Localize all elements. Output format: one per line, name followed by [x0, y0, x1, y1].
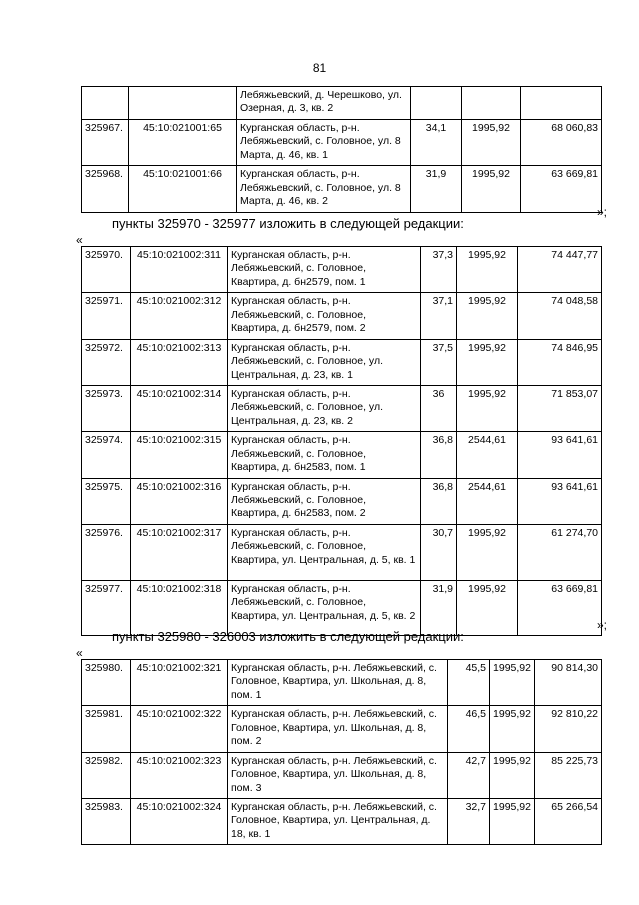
price: 2544,61 [457, 432, 518, 478]
table-row [82, 293, 602, 339]
table-row [82, 798, 602, 844]
table-row [82, 87, 602, 120]
total: 74 048,58 [518, 293, 602, 339]
total: 74 846,95 [518, 339, 602, 385]
table-row [82, 706, 602, 752]
address: Курганская область, р-н. Лебяжьевский, с. Головное, Квартира, д. бн2583, пом. 1 [228, 432, 421, 478]
area: 36,8 [421, 478, 457, 524]
address: Курганская область, р-н. Лебяжьевский, с. Головное, Квартира, ул. Центральная, д. 18, кв. 1 [228, 798, 448, 844]
table-row [82, 339, 602, 385]
cadastral-number: 45:10:021002:323 [131, 752, 228, 798]
address: Курганская область, р-н. Лебяжьевский, с. Головное, ул. Центральная, д. 23, кв. 1 [228, 339, 421, 385]
table-row [82, 432, 602, 478]
table-row [82, 524, 602, 580]
area: 36 [421, 385, 457, 431]
address: Курганская область, р-н. Лебяжьевский, с. Головное, ул. Центральная, д. 23, кв. 2 [228, 385, 421, 431]
area: 32,7 [448, 798, 490, 844]
address: Курганская область, р-н. Лебяжьевский, с. Головное, Квартира, ул. Центральная, д. 5, кв. 1 [228, 524, 421, 580]
address: Курганская область, р-н. Лебяжьевский, с. Головное, Квартира, д. бн2583, пом. 2 [228, 478, 421, 524]
total: 61 274,70 [518, 524, 602, 580]
area: 37,3 [421, 247, 457, 293]
row-number: 325968. [82, 166, 129, 212]
cadastral-number: 45:10:021001:65 [129, 119, 237, 165]
cadastral-number: 45:10:021002:311 [131, 247, 228, 293]
price: 1995,92 [490, 660, 535, 706]
table-row [82, 752, 602, 798]
address: Курганская область, р-н. Лебяжьевский, с. Головное, Квартира, ул. Школьная, д. 8, пом. 1 [228, 660, 448, 706]
cadastral-number: 45:10:021002:322 [131, 706, 228, 752]
property-table-1 [81, 86, 602, 213]
cadastral-number: 45:10:021002:315 [131, 432, 228, 478]
total: 68 060,83 [521, 119, 602, 165]
table-row [82, 385, 602, 431]
price: 1995,92 [457, 293, 518, 339]
total: 71 853,07 [518, 385, 602, 431]
total: 63 669,81 [518, 580, 602, 635]
price: 1995,92 [490, 752, 535, 798]
area: 31,9 [421, 580, 457, 635]
table-row [82, 247, 602, 293]
price: 1995,92 [462, 119, 521, 165]
amendment-paragraph: пункты 325980 - 326003 изложить в следующей редакции: [112, 629, 464, 644]
row-number: 325981. [82, 706, 131, 752]
row-number: 325970. [82, 247, 131, 293]
cadastral-number: 45:10:021002:318 [131, 580, 228, 635]
address: Курганская область, р-н. Лебяжьевский, с. Головное, Квартира, ул. Центральная, д. 5, кв. 2 [228, 580, 421, 635]
row-number: 325967. [82, 119, 129, 165]
cadastral-number: 45:10:021002:324 [131, 798, 228, 844]
property-table-2 [81, 246, 602, 636]
area: 36,8 [421, 432, 457, 478]
cadastral-number: 45:10:021002:321 [131, 660, 228, 706]
price: 1995,92 [457, 385, 518, 431]
row-number: 325972. [82, 339, 131, 385]
total: 90 814,30 [535, 660, 602, 706]
total: 65 266,54 [535, 798, 602, 844]
address: Курганская область, р-н. Лебяжьевский, с. Головное, ул. 8 Марта, д. 46, кв. 2 [237, 166, 411, 212]
cadastral-number: 45:10:021002:312 [131, 293, 228, 339]
row-number: 325976. [82, 524, 131, 580]
row-number [82, 87, 129, 120]
table-row [82, 119, 602, 165]
price: 2544,61 [457, 478, 518, 524]
cadastral-number: 45:10:021002:313 [131, 339, 228, 385]
area: 45,5 [448, 660, 490, 706]
area: 34,1 [411, 119, 462, 165]
price: 1995,92 [457, 339, 518, 385]
area: 37,5 [421, 339, 457, 385]
table-row [82, 660, 602, 706]
total: 93 641,61 [518, 432, 602, 478]
table-row [82, 580, 602, 635]
price: 1995,92 [457, 524, 518, 580]
address: Курганская область, р-н. Лебяжьевский, с. Головное, ул. 8 Марта, д. 46, кв. 1 [237, 119, 411, 165]
opening-quote: « [76, 646, 83, 660]
total: 93 641,61 [518, 478, 602, 524]
price: 1995,92 [462, 166, 521, 212]
address: Курганская область, р-н. Лебяжьевский, с. Головное, Квартира, ул. Школьная, д. 8, пом. 2 [228, 706, 448, 752]
cadastral-number: 45:10:021002:314 [131, 385, 228, 431]
amendment-paragraph: пункты 325970 - 325977 изложить в следующей редакции: [112, 216, 464, 231]
cadastral-number: 45:10:021002:317 [131, 524, 228, 580]
table-row [82, 478, 602, 524]
address: Курганская область, р-н. Лебяжьевский, с. Головное, Квартира, д. бн2579, пом. 2 [228, 293, 421, 339]
total: 85 225,73 [535, 752, 602, 798]
row-number: 325980. [82, 660, 131, 706]
opening-quote: « [76, 233, 83, 247]
row-number: 325973. [82, 385, 131, 431]
total: 63 669,81 [521, 166, 602, 212]
row-number: 325982. [82, 752, 131, 798]
total: 74 447,77 [518, 247, 602, 293]
price: 1995,92 [457, 580, 518, 635]
area [411, 87, 462, 120]
address: Курганская область, р-н. Лебяжьевский, с. Головное, Квартира, д. бн2579, пом. 1 [228, 247, 421, 293]
table-row [82, 166, 602, 212]
total [521, 87, 602, 120]
area: 31,9 [411, 166, 462, 212]
price: 1995,92 [490, 706, 535, 752]
area: 30,7 [421, 524, 457, 580]
row-number: 325983. [82, 798, 131, 844]
row-number: 325977. [82, 580, 131, 635]
property-table-3 [81, 659, 602, 845]
price: 1995,92 [490, 798, 535, 844]
cadastral-number [129, 87, 237, 120]
row-number: 325971. [82, 293, 131, 339]
row-number: 325975. [82, 478, 131, 524]
total: 92 810,22 [535, 706, 602, 752]
page-number: 81 [312, 61, 327, 75]
cadastral-number: 45:10:021001:66 [129, 166, 237, 212]
price: 1995,92 [457, 247, 518, 293]
area: 37,1 [421, 293, 457, 339]
area: 42,7 [448, 752, 490, 798]
price [462, 87, 521, 120]
address: Курганская область, р-н. Лебяжьевский, с. Головное, Квартира, ул. Школьная, д. 8, пом. 3 [228, 752, 448, 798]
cadastral-number: 45:10:021002:316 [131, 478, 228, 524]
row-number: 325974. [82, 432, 131, 478]
closing-quote: »; [597, 205, 608, 219]
closing-quote: »; [597, 618, 608, 632]
area: 46,5 [448, 706, 490, 752]
address: Лебяжьевский, д. Черешково, ул. Озерная, д. 3, кв. 2 [237, 87, 411, 120]
